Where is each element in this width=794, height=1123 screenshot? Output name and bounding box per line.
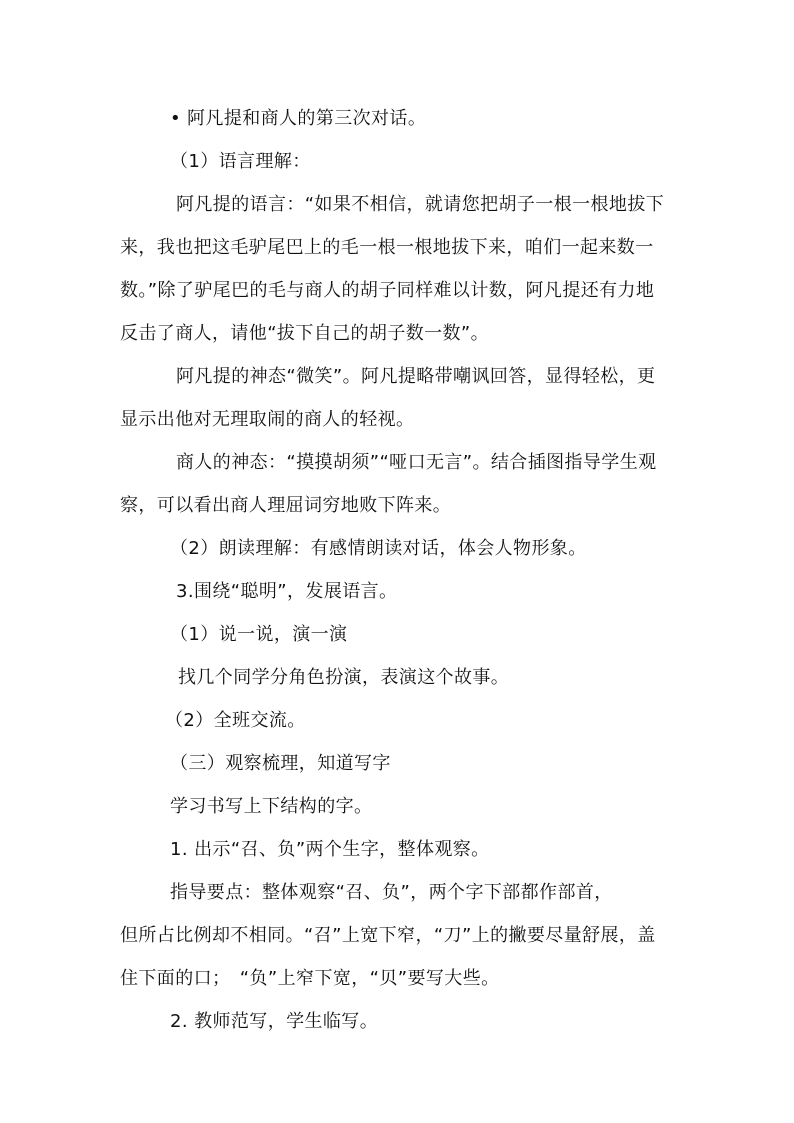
bullet-icon: •	[170, 108, 182, 129]
paragraph-line: 阿凡提的神态“微笑”。阿凡提略带嘲讽回答，显得轻松，更	[176, 366, 656, 387]
section-heading: 3.围绕“聪明”，发展语言。	[176, 581, 398, 602]
section-heading: （三）观察梳理，知道写字	[170, 753, 391, 774]
paragraph-line: 找几个同学分角色扮演，表演这个故事。	[178, 667, 510, 688]
paragraph-line: 阿凡提的语言：“如果不相信，就请您把胡子一根一根地拔下	[176, 194, 665, 215]
paragraph-line: 来，我也把这毛驴尾巴上的毛一根一根地拔下来，咱们一起来数一	[120, 237, 654, 258]
paragraph-line: （2）全班交流。	[165, 710, 306, 731]
paragraph-line: 显示出他对无理取闹的商人的轻视。	[120, 409, 415, 430]
paragraph-line: 指导要点：整体观察“召、负”，两个字下部都作部首，	[170, 882, 613, 903]
bullet-heading	[170, 108, 426, 130]
paragraph-line: 1. 出示“召、负”两个生字，整体观察。	[170, 839, 490, 860]
paragraph-line: 学习书写上下结构的字。	[170, 796, 373, 817]
paragraph-line: 数。”除了驴尾巴的毛与商人的胡子同样难以计数，阿凡提还有力地	[120, 280, 655, 301]
paragraph-line: 但所占比例却不相同。“召”上宽下窄，“刀”上的撇要尽量舒展，盖	[120, 925, 656, 946]
paragraph-line: （1）说一说，演一演	[170, 624, 348, 645]
paragraph-line: （1）语言理解：	[170, 151, 311, 172]
paragraph-line: （2）朗读理解：有感情朗读对话，体会人物形象。	[170, 538, 587, 559]
paragraph-line: 察，可以看出商人理屈词穷地败下阵来。	[120, 495, 452, 516]
paragraph-line: 住下面的口； “负”上窄下宽，“贝”要写大些。	[120, 968, 500, 989]
paragraph-line: 2. 教师范写，学生临写。	[170, 1011, 379, 1032]
heading-text: 阿凡提和商人的第三次对话。	[187, 108, 427, 129]
paragraph-line: 反击了商人，请他“拔下自己的胡子数一数”。	[120, 323, 490, 344]
paragraph-line: 商人的神态：“摸摸胡须”“哑口无言”。结合插图指导学生观	[176, 452, 657, 473]
